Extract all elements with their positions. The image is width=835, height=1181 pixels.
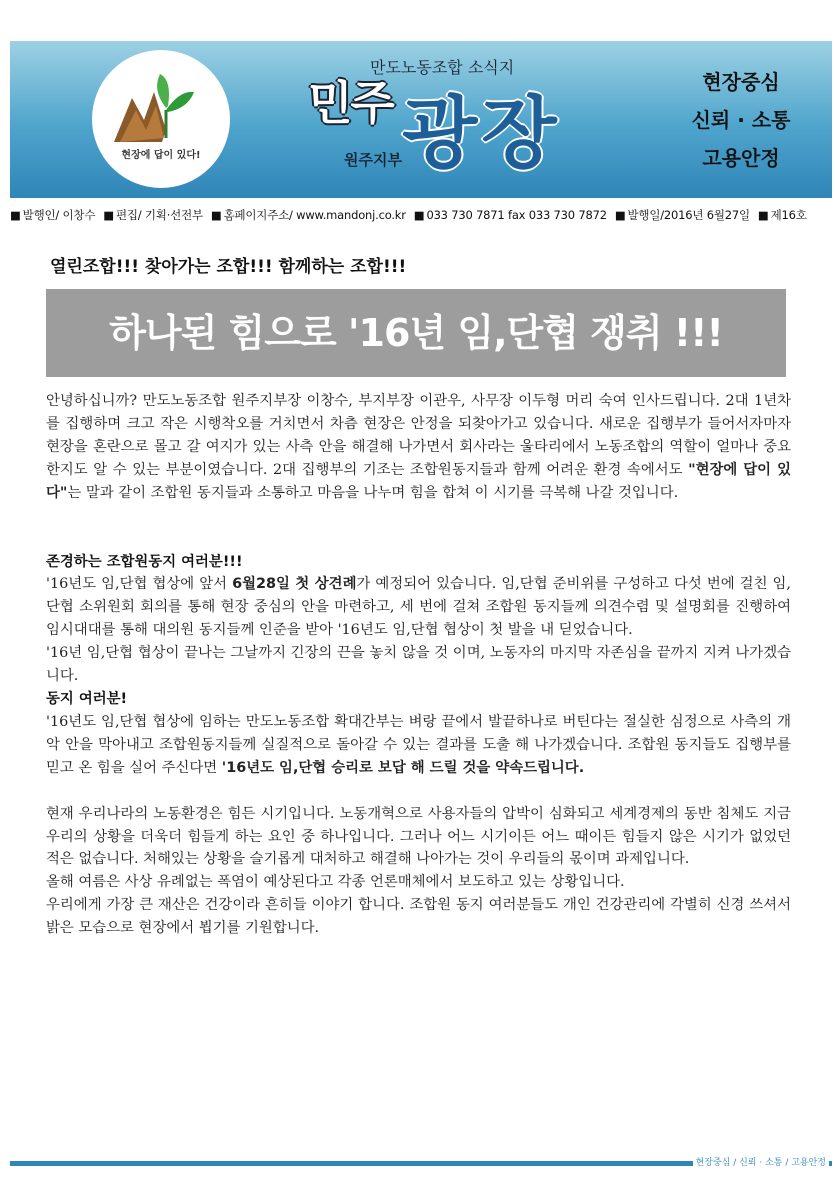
logo-caption: 현장에 답이 있다! [121, 150, 201, 161]
paragraph: 안녕하십니까? 만도노동조합 원주지부장 이창수, 부지부장 이관우, 사무장 이두형 머리 숙여 인사드립니다. 2대 1년차를 집행하며 크고 작은 시행착오를 거치면서 차츰 현장은 안정을 되찾아가고 있습니다. 새로운 집행부가 들어서자마자 현장을 혼란으로 몰고 갈 여지가 있는 사측 안을 해결해 나가면서 회사라는 울타리에서 노동조합의 역할이 얼마나 중요한지도 알 수 있는 부분이였습니다. 2대 집행부의 기조는 조합원동지들과 함께 어려운 환경 속에서도 "현장에 답이 있다"는 말과 같이 조합원 동지들과 소통하고 마음을 나누며 힘을 합쳐 이 시기를 극복해 나갈 것입니다. [46, 393, 791, 501]
union-slogan-line: 열린조합!!! 찾아가는 조합!!! 함께하는 조합!!! [50, 257, 407, 277]
main-headline: 하나된 힘으로 '16년 임,단협 쟁취 !!! [46, 289, 786, 377]
publication-info-bar [10, 204, 832, 226]
section-heading: 존경하는 조합원동지 여러분!!! [46, 553, 243, 570]
issue-number: ■ 제16호 [758, 207, 807, 223]
paragraph: 현재 우리나라의 노동환경은 힘든 시기입니다. 노동개혁으로 사용자들의 압박이 심화되고 세계경제의 동반 침체도 지금 우리의 상황을 더욱더 힘들게 하는 요인 중 하나입니다. 그러나 어느 시기이든 어느 때이든 힘들지 않은 시기가 없었던 적은 없습니다. 처해있는 상황을 슬기롭게 대처하고 해결해 나아가는 것이 우리들의 몫이며 과제입니다. [46, 805, 791, 868]
paragraph: '16년도 임,단협 협상에 앞서 6월28일 첫 상견례가 예정되어 있습니다. 임,단협 준비위를 구성하고 다섯 번에 걸친 임,단협 소위원회 회의를 통해 현장 중심의 안을 마련하고, 세 번에 걸쳐 조합원 동지들께 의견수렴 및 설명회를 진행하여 임시대대를 통해 대의원 동지들께 인준을 받아 '16년도 임,단협 협상이 첫 발을 내 딛었습니다. [46, 576, 791, 639]
editor: ■ 편집/ 기획·선전부 [103, 207, 203, 223]
footer-tag: 현장중심 / 신뢰 · 소통 / 고용안정 [693, 1155, 829, 1168]
homepage-link[interactable]: ■ 홈페이지주소/ www.mandonj.co.kr [211, 207, 406, 223]
slogan-item: 신뢰 · 소통 [691, 108, 791, 132]
phone-fax: ■ 033 730 7871 fax 033 730 7872 [414, 208, 607, 222]
title-minju: 민주 [308, 76, 393, 130]
newsletter-subtitle: 만도노동조합 소식지 [370, 58, 515, 77]
sprout-logo-icon [92, 50, 230, 188]
union-logo [92, 50, 230, 188]
slogan-list [656, 63, 826, 177]
paragraph: 우리에게 가장 큰 재산은 건강이라 흔히들 이야기 합니다. 조합원 동지 여러분들도 개인 건강관리에 각별히 신경 쓰셔서 밝은 모습으로 현장에서 뵙기를 기원합니다. [46, 897, 791, 937]
slogan-item: 고용안정 [702, 146, 780, 170]
paragraph: '16년도 임,단협 협상에 임하는 만도노동조합 확대간부는 벼랑 끝에서 발끝하나로 버틴다는 절실한 심정으로 사측의 개악 안을 막아내고 조합원동지들께 실질적으로 돌아갈 수 있는 결과를 도출 해 나가겠습니다. 조합원 동지들도 집행부를 믿고 온 힘을 실어 주신다면 '16년도 임,단협 승리로 보답 해 드릴 것을 약속드립니다. [46, 713, 791, 776]
paragraph: 올해 여름은 사상 유례없는 폭염이 예상된다고 각종 언론매체에서 보도하고 있는 상황입니다. [46, 874, 625, 891]
title-gwangjang: 광장 [402, 89, 561, 179]
slogan-item: 현장중심 [702, 70, 780, 94]
paragraph: '16년 임,단협 협상이 끝나는 그날까지 긴장의 끈을 놓치 않을 것 이며, 노동자의 마지막 자존심을 끝까지 지켜 나가겠습니다. [46, 645, 791, 685]
article-body [46, 390, 791, 940]
publisher: ■ 발행인/ 이창수 [10, 207, 95, 223]
branch-name: 원주지부 [344, 151, 402, 169]
section-heading: 동지 여러분! [46, 690, 128, 707]
masthead [10, 41, 832, 198]
publish-date: ■ 발행일/2016년 6월27일 [615, 207, 750, 223]
